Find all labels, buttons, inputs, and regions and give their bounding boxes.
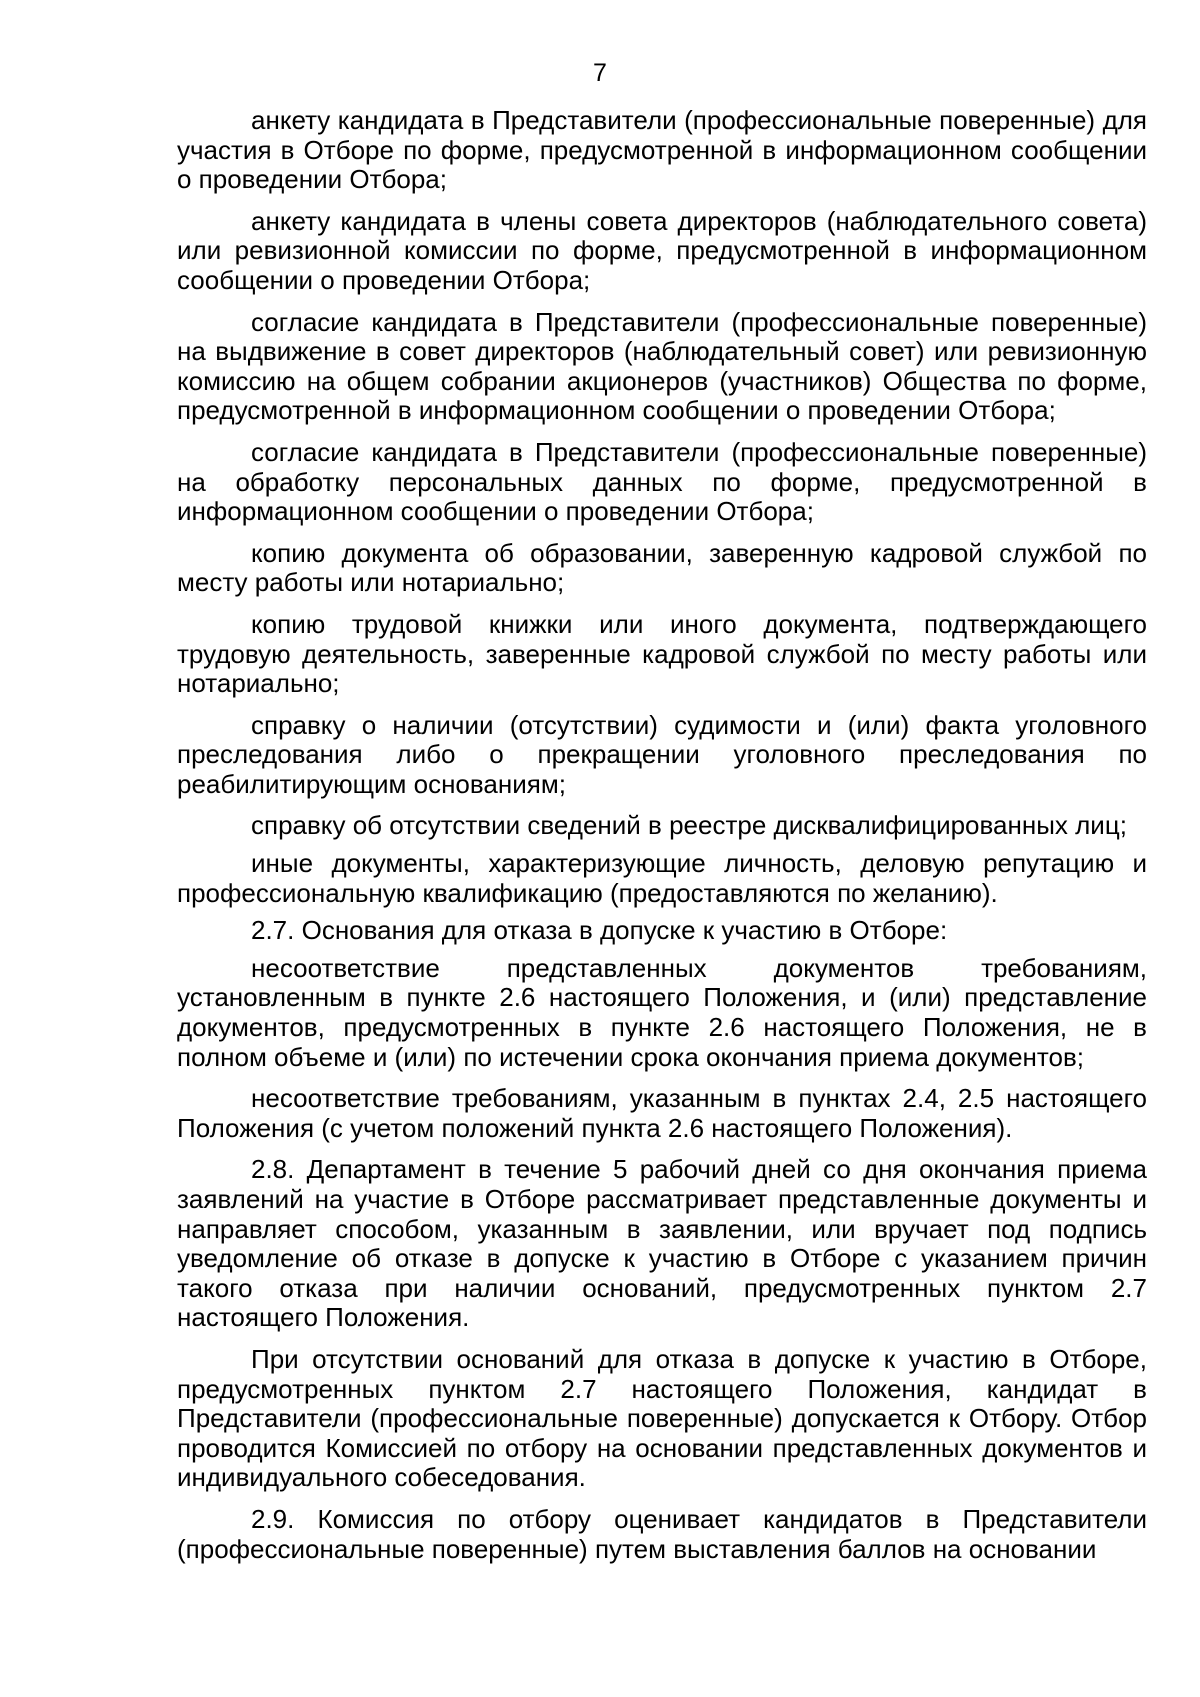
paragraph-refusal-ground-documents: несоответствие представленных документов требованиям, установленным в пункте 2.6 настоящего Положения, и (или) представление документов, предусмотренных в пункте 2.6 настоящего Положения, не в полном объеме и (или) по истечении срока окончания приема документов; <box>177 952 1147 1072</box>
section-2-8: 2.8. Департамент в течение 5 рабочий дней со дня окончания приема заявлений на участие в Отборе рассматривает представленные документы и направляет способом, указанным в заявлении, или вручает под подпись уведомление об отказе в допуске к участию в Отборе с указанием причин такого отказа при наличии оснований, предусмотренных пунктом 2.7 настоящего Положения. <box>177 1154 1147 1333</box>
paragraph-admission: При отсутствии оснований для отказа в допуске к участию в Отборе, предусмотренных пунктом 2.7 настоящего Положения, кандидат в Представители (профессиональные поверенные) допускается к Отбору. Отбор проводится Комиссией по отбору на основании представленных документов и индивидуального собеседования. <box>177 1343 1147 1493</box>
paragraph-refusal-ground-requirements: несоответствие требованиям, указанным в пунктах 2.4, 2.5 настоящего Положения (с учетом положений пункта 2.6 настоящего Положения). <box>177 1083 1147 1143</box>
paragraph-consent-personal-data: согласие кандидата в Представители (профессиональные поверенные) на обработку персональных данных по форме, предусмотренной в информационном сообщении о проведении Отбора; <box>177 436 1147 527</box>
paragraph-criminal-record-certificate: справку о наличии (отсутствии) судимости и (или) факта уголовного преследования либо о прекращении уголовного преследования по реабилитирующим основаниям; <box>177 709 1147 799</box>
paragraph-employment-record: копию трудовой книжки или иного документа, подтверждающего трудовую деятельность, заверенные кадровой службой по месту работы или нотариально; <box>177 608 1147 699</box>
paragraph-disqualification-certificate: справку об отсутствии сведений в реестре дисквалифицированных лиц; <box>251 810 1127 841</box>
section-2-9: 2.9. Комиссия по отбору оценивает кандидатов в Представители (профессиональные поверенные) путем выставления баллов на основании <box>177 1503 1147 1564</box>
paragraph-questionnaire-representative: анкету кандидата в Представители (профессиональные поверенные) для участия в Отборе по форме, предусмотренной в информационном сообщении о проведении Отбора; <box>177 105 1147 195</box>
paragraph-consent-nomination: согласие кандидата в Представители (профессиональные поверенные) на выдвижение в совет директоров (наблюдательный совет) или ревизионную комиссию на общем собрании акционеров (участников) Общества по форме, предусмотренной в информационном сообщении о проведении Отбора; <box>177 306 1147 426</box>
page-number: 7 <box>593 59 607 87</box>
paragraph-other-documents: иные документы, характеризующие личность, деловую репутацию и профессиональную квалификацию (предоставляются по желанию). <box>177 848 1147 908</box>
document-body <box>177 106 1147 1576</box>
section-2-7-heading: 2.7. Основания для отказа в допуске к участию в Отборе: <box>251 915 948 946</box>
paragraph-questionnaire-board-member: анкету кандидата в члены совета директоров (наблюдательного совета) или ревизионной комиссии по форме, предусмотренной в информационном сообщении о проведении Отбора; <box>177 205 1147 295</box>
paragraph-education-document: копию документа об образовании, заверенную кадровой службой по месту работы или нотариально; <box>177 537 1147 598</box>
